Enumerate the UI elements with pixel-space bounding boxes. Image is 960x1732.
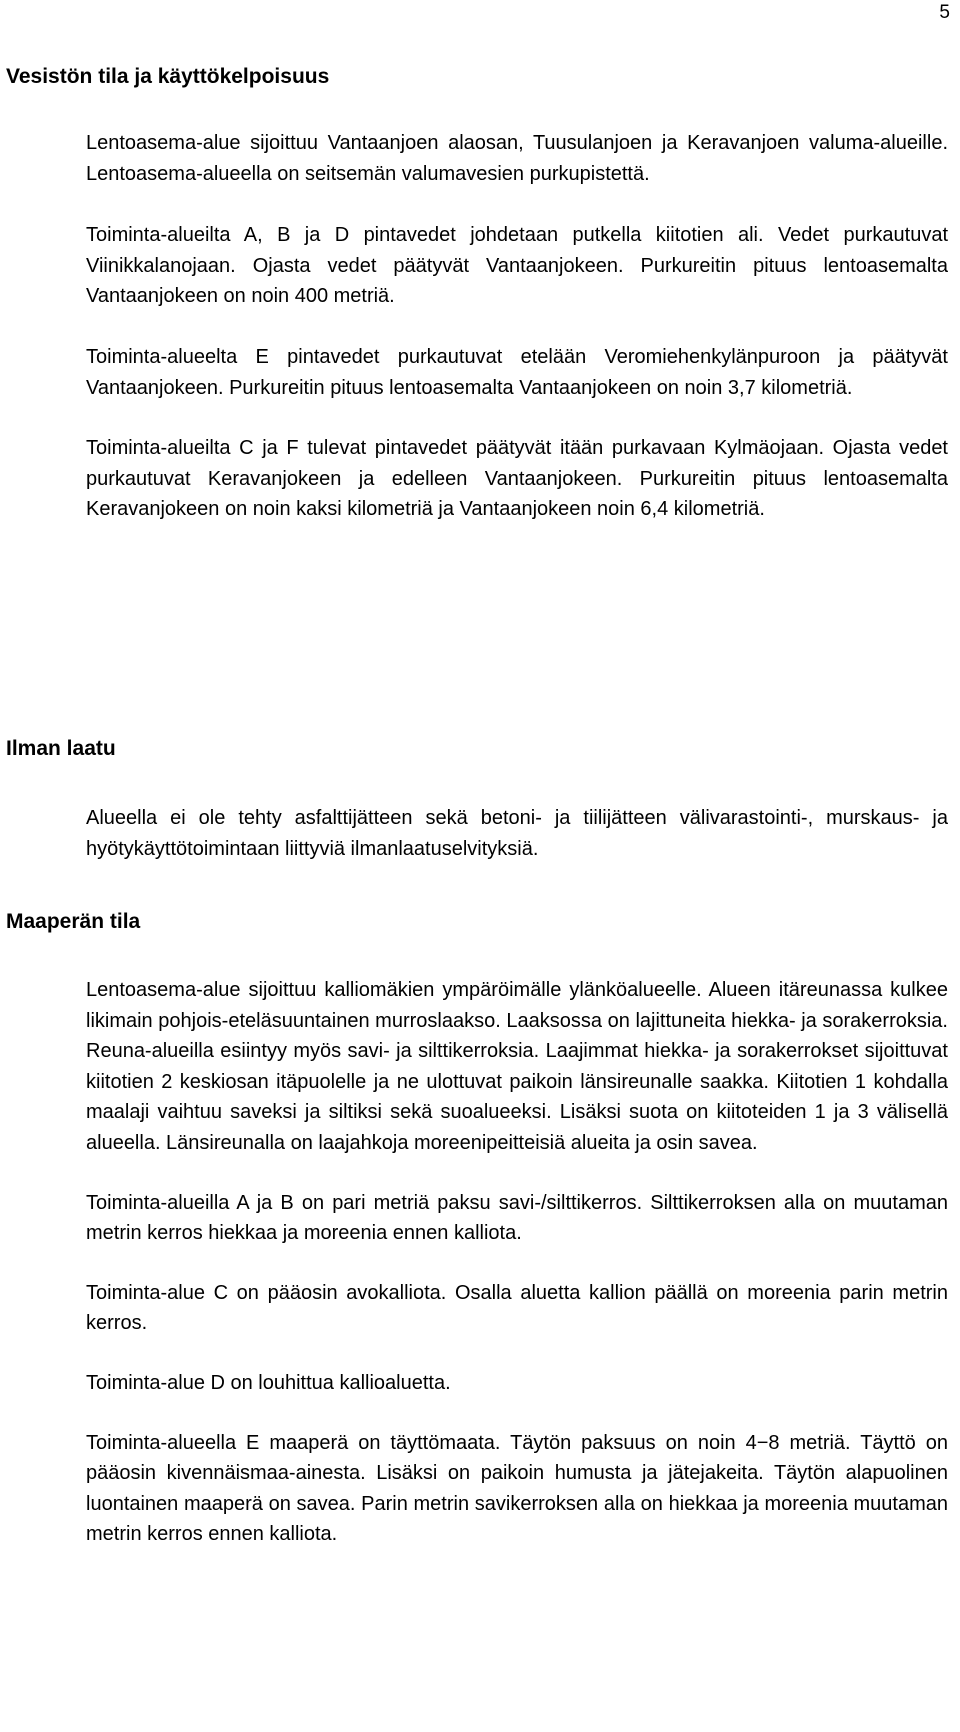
- section-body-maaperan-tila: [86, 975, 948, 1550]
- paragraph: Lentoasema-alue sijoittuu Vantaanjoen alaosan, Tuusulanjoen ja Keravanjoen valuma-alueille. Lentoasema-alueella on seitsemän valumavesien purkupistettä.: [86, 132, 948, 185]
- section-body-vesisto: [86, 128, 948, 525]
- paragraph: Toiminta-alue C on pääosin avokalliota. Osalla aluetta kallion päällä on moreenia parin metrin kerros.: [86, 1281, 948, 1335]
- section-body-ilman-laatu: [86, 803, 948, 864]
- section-heading-maaperan-tila: Maaperän tila: [6, 910, 141, 933]
- paragraph: Toiminta-alueella E maaperä on täyttömaata. Täytön paksuus on noin 4−8 metriä. Täyttö on pääosin kivennäismaa-ainesta. Lisäksi on paikoin humusta ja jätejakeita. Täytön alapuolinen luontainen maaperä on savea. Parin metrin savikerroksen alla on hiekkaa ja moreenia muutaman metrin kerros ennen kalliota.: [86, 1431, 948, 1546]
- section-heading-vesisto: Vesistön tila ja käyttökelpoisuus: [6, 65, 330, 88]
- section-heading-ilman-laatu: Ilman laatu: [6, 737, 116, 760]
- page-number: 5: [939, 2, 950, 23]
- paragraph: Toiminta-alueilta C ja F tulevat pintavedet päätyvät itään purkavaan Kylmäojaan. Ojasta vedet purkautuvat Keravanjokeen ja edelleen Vantaanjokeen. Purkureitin pituus lentoasemalta Keravanjokeen on noin kaksi kilometriä ja Vantaanjokeen noin 6,4 kilometriä.: [86, 437, 948, 521]
- paragraph: Toiminta-alue D on louhittua kallioaluetta.: [86, 1371, 451, 1394]
- paragraph: Toiminta-alueelta E pintavedet purkautuvat etelään Veromiehenkylänpuroon ja päätyvät Vantaanjokeen. Purkureitin pituus lentoasemalta Vantaanjokeen on noin 3,7 kilometriä.: [86, 345, 948, 399]
- paragraph: Alueella ei ole tehty asfalttijätteen sekä betoni- ja tiilijätteen välivarastointi-, murskaus- ja hyötykäyttötoimintaan liittyviä ilmanlaatuselvityksiä.: [86, 807, 948, 860]
- paragraph: Lentoasema-alue sijoittuu kalliomäkien ympäröimälle ylänköalueelle. Alueen itäreunassa kulkee likimain pohjois-eteläsuuntainen murroslaakso. Laaksossa on lajittuneita hiekka- ja sorakerroksia. Reuna-alueilla esiintyy myös savi- ja silttikerroksia. Laajimmat hiekka- ja sorakerrokset sijoittuvat kiitotien 2 keskiosan itäpuolelle ja ne ulottuvat paikoin länsireunalle saakka. Kiitotien 1 kohdalla maalaji vaihtuu saveksi ja siltiksi sekä suoalueeksi. Lisäksi suota on kiitoteiden 1 ja 3 välisellä alueella. Länsireunalla on laajahkoja moreenipeitteisiä alueita ja osin savea.: [86, 979, 948, 1154]
- paragraph: Toiminta-alueilla A ja B on pari metriä paksu savi-/silttikerros. Silttikerroksen alla on muutaman metrin kerros hiekkaa ja moreenia ennen kalliota.: [86, 1191, 948, 1245]
- paragraph: Toiminta-alueilta A, B ja D pintavedet johdetaan putkella kiitotien ali. Vedet purkautuvat Viinikkalanojaan. Ojasta vedet päätyvät Vantaanjokeen. Purkureitin pituus lentoasemalta Vantaanjokeen on noin 400 metriä.: [86, 224, 948, 308]
